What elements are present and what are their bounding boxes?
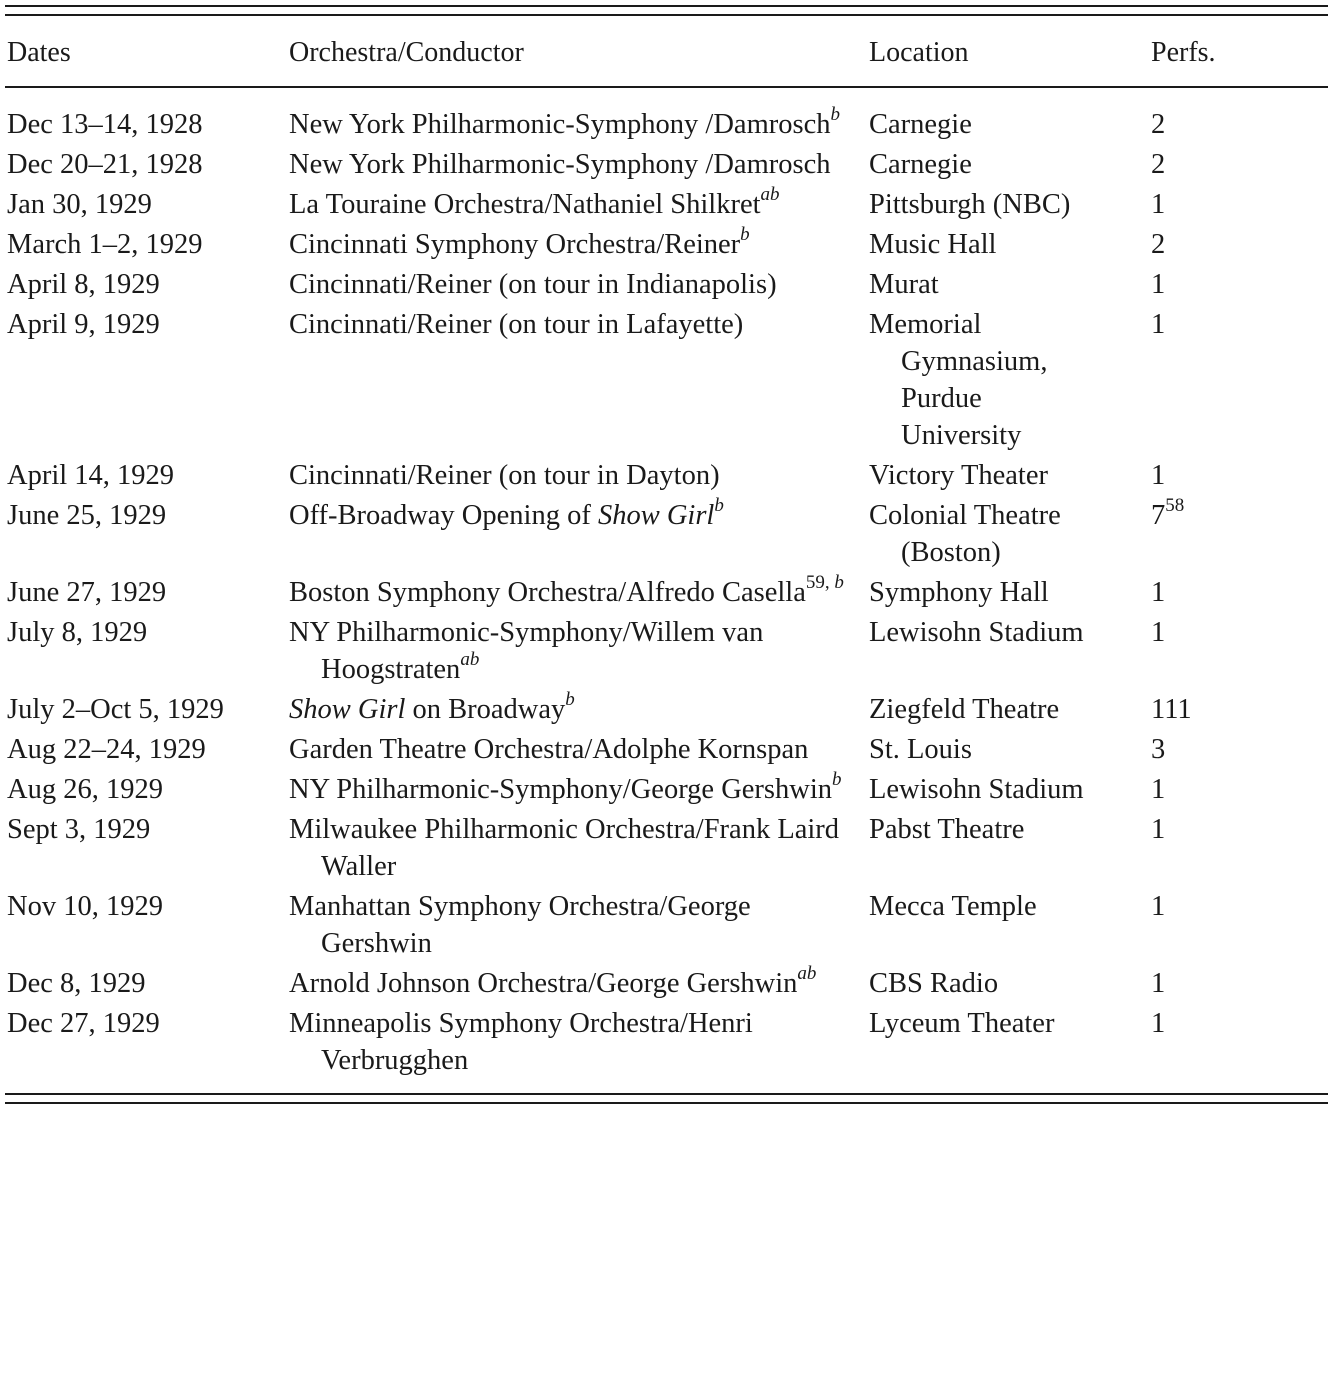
perfs-cell: 2	[1151, 109, 1166, 140]
perfs-cell: 1	[1151, 189, 1166, 220]
table-row	[5, 497, 1328, 574]
perfs-cell: 3	[1151, 734, 1166, 765]
location-cell: Ziegfeld Theatre	[869, 694, 1060, 725]
header-perfs: Perfs.	[1151, 37, 1216, 68]
location-cell: Murat	[869, 269, 939, 300]
orchestra-cell: NY Philharmonic-Symphony/Willem van Hoogstraten$^{ab}$	[289, 617, 764, 685]
footnote-mark: ab	[460, 648, 480, 670]
table-row	[5, 574, 1328, 614]
date-cell: Aug 26, 1929	[7, 774, 163, 805]
table-row	[5, 691, 1328, 731]
date-cell: Nov 10, 1929	[7, 891, 163, 922]
table-row	[5, 306, 1328, 457]
perfs-cell: 1	[1151, 891, 1166, 922]
perfs-cell: 1	[1151, 617, 1166, 648]
perfs-cell: 1	[1151, 460, 1166, 491]
orchestra-cell: Cincinnati Symphony Orchestra/Reiner$^b$	[289, 223, 750, 260]
footnote-mark: b	[565, 688, 575, 710]
orchestra-cell: Off-Broadway Opening of Show Girl$^b$	[289, 494, 724, 531]
date-cell: Sept 3, 1929	[7, 814, 151, 845]
table-row	[5, 965, 1328, 1005]
table-row	[5, 888, 1328, 965]
header-location: Location	[869, 37, 969, 68]
table-row	[5, 771, 1328, 811]
header-row	[5, 28, 1328, 87]
location-cell: CBS Radio	[869, 968, 999, 999]
date-cell: July 2–Oct 5, 1929	[7, 694, 224, 725]
orchestra-cell: Manhattan Symphony Orchestra/George Gershwin	[289, 891, 751, 959]
date-cell: June 25, 1929	[7, 500, 167, 531]
orchestra-cell: La Touraine Orchestra/Nathaniel Shilkret$^{ab}$	[289, 183, 780, 220]
perfs-cell: 1	[1151, 269, 1166, 300]
location-cell: Carnegie	[869, 109, 972, 140]
location-cell: Pabst Theatre	[869, 814, 1025, 845]
orchestra-cell: Show Girl on Broadway$^b$	[289, 688, 575, 725]
table-row	[5, 614, 1328, 691]
perfs-cell: $7^{58}$	[1151, 494, 1185, 531]
orchestra-cell: NY Philharmonic-Symphony/George Gershwin$^b$	[289, 768, 842, 805]
orchestra-cell: Cincinnati/Reiner (on tour in Dayton)	[289, 460, 720, 491]
table-row	[5, 731, 1328, 771]
header-dates: Dates	[7, 37, 71, 68]
table-row	[5, 87, 1328, 146]
date-cell: Aug 22–24, 1929	[7, 734, 206, 765]
perfs-cell: 2	[1151, 149, 1166, 180]
date-cell: Dec 13–14, 1928	[7, 109, 203, 140]
location-cell: Mecca Temple	[869, 891, 1037, 922]
date-cell: April 8, 1929	[7, 269, 160, 300]
orchestra-cell: Milwaukee Philharmonic Orchestra/Frank Laird Waller	[289, 814, 840, 882]
table-row	[5, 457, 1328, 497]
date-cell: April 14, 1929	[7, 460, 175, 491]
footnote-mark: b	[832, 768, 842, 790]
perfs-cell: 1	[1151, 814, 1166, 845]
table-row	[5, 811, 1328, 888]
footnote-number: 59, b	[805, 571, 844, 593]
top-rule-outer	[5, 5, 1328, 7]
top-rule-inner	[5, 14, 1328, 16]
table-row	[5, 266, 1328, 306]
perfs-cell: 1	[1151, 309, 1166, 340]
footnote-mark: b	[830, 103, 840, 125]
perfs-cell: 1	[1151, 774, 1166, 805]
perfs-cell: 1	[1151, 968, 1166, 999]
performance-table	[5, 28, 1328, 1093]
date-cell: Dec 8, 1929	[7, 968, 146, 999]
bottom-rule-outer	[5, 1102, 1328, 1104]
location-cell: Victory Theater	[869, 460, 1048, 491]
date-cell: March 1–2, 1929	[7, 229, 203, 260]
location-cell: Symphony Hall	[869, 577, 1049, 608]
table-row	[5, 226, 1328, 266]
table-row	[5, 146, 1328, 186]
location-cell: Lewisohn Stadium	[869, 774, 1084, 805]
orchestra-cell: Cincinnati/Reiner (on tour in Indianapolis)	[289, 269, 777, 300]
bottom-rule-inner	[5, 1093, 1328, 1095]
orchestra-cell: Garden Theatre Orchestra/Adolphe Kornspan	[289, 734, 809, 765]
date-cell: April 9, 1929	[7, 309, 160, 340]
perfs-cell: 111	[1151, 694, 1192, 725]
date-cell: Dec 27, 1929	[7, 1008, 160, 1039]
location-cell: Lyceum Theater	[869, 1008, 1055, 1039]
perfs-cell: 1	[1151, 577, 1166, 608]
footnote-mark: b	[714, 494, 724, 516]
header-orchestra: Orchestra/Conductor	[289, 37, 524, 68]
date-cell: Dec 20–21, 1928	[7, 149, 203, 180]
date-cell: Jan 30, 1929	[7, 189, 152, 220]
location-cell: Music Hall	[869, 229, 997, 260]
orchestra-cell: Cincinnati/Reiner (on tour in Lafayette)	[289, 309, 744, 340]
location-cell: Pittsburgh (NBC)	[869, 189, 1071, 220]
location-cell: Carnegie	[869, 149, 972, 180]
orchestra-cell: Boston Symphony Orchestra/Alfredo Casella$^{59, b}$	[289, 571, 844, 608]
orchestra-cell: New York Philharmonic-Symphony /Damrosch$^b$	[289, 103, 840, 140]
perfs-cell: 2	[1151, 229, 1166, 260]
orchestra-cell: New York Philharmonic-Symphony /Damrosch	[289, 149, 831, 180]
location-cell: Lewisohn Stadium	[869, 617, 1084, 648]
footnote-mark: ab	[760, 183, 780, 205]
date-cell: July 8, 1929	[7, 617, 148, 648]
table-row	[5, 1005, 1328, 1093]
footnote-mark: b	[740, 223, 750, 245]
footnote-number: 58	[1165, 494, 1185, 516]
location-cell: St. Louis	[869, 734, 972, 765]
perfs-cell: 1	[1151, 1008, 1166, 1039]
orchestra-cell: Arnold Johnson Orchestra/George Gershwin$^{ab}$	[289, 962, 817, 999]
table-row	[5, 186, 1328, 226]
orchestra-cell: Minneapolis Symphony Orchestra/Henri Verbrugghen	[289, 1008, 753, 1076]
location-cell: Colonial Theatre (Boston)	[869, 500, 1061, 568]
footnote-mark: ab	[797, 962, 817, 984]
date-cell: June 27, 1929	[7, 577, 167, 608]
location-cell: Memorial Gymnasium, Purdue University	[869, 309, 1048, 451]
